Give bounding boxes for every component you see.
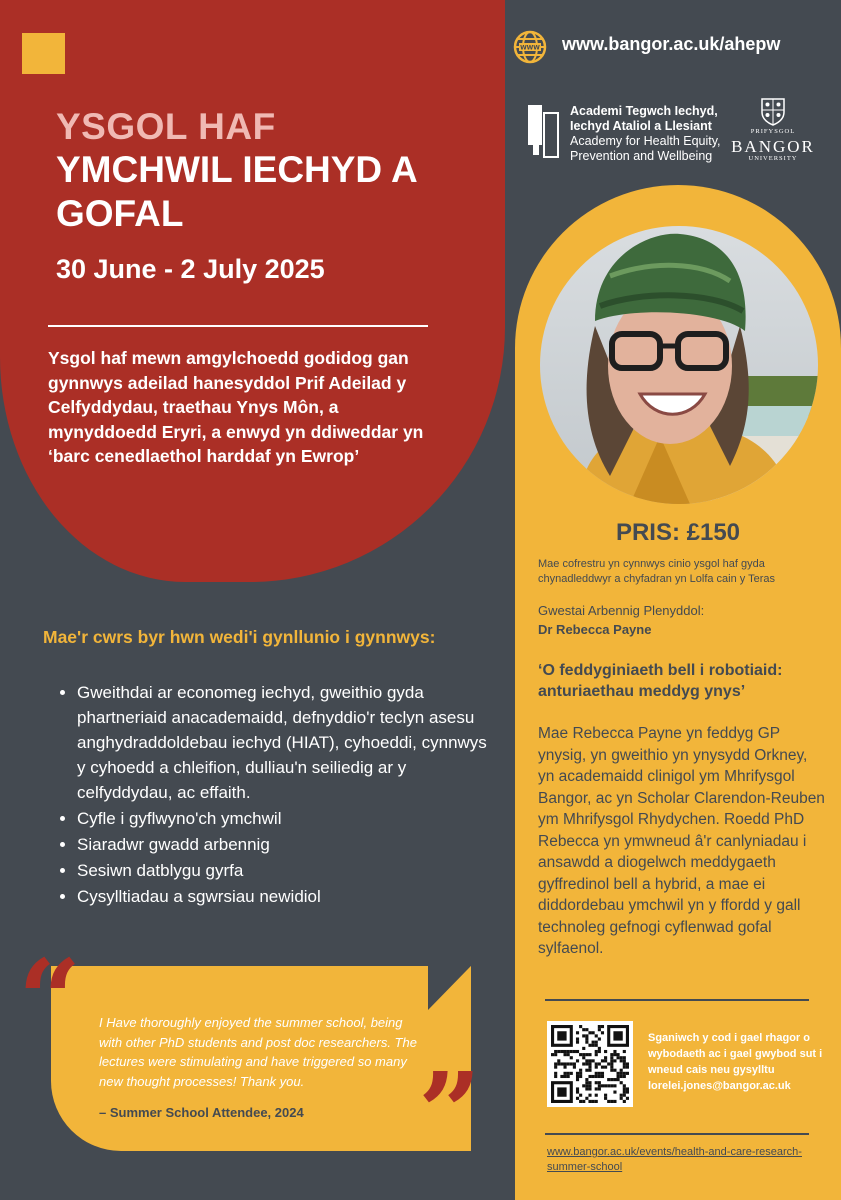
testimonial-attribution: – Summer School Attendee, 2024 bbox=[99, 1105, 304, 1120]
divider bbox=[545, 999, 809, 1001]
open-quote-icon: “ bbox=[18, 935, 82, 1064]
qr-code[interactable] bbox=[547, 1021, 633, 1107]
list-item: • Cysylltiadau a sgwrsiau newidiol bbox=[77, 884, 492, 909]
svg-text:WWW: WWW bbox=[520, 44, 540, 52]
talk-title: ‘O feddyginiaeth bell i robotiaid: anturiaethau meddyg ynys’ bbox=[538, 662, 783, 700]
speaker-photo bbox=[540, 226, 818, 504]
list-item: • Gweithdai ar economeg iechyd, gweithio gyda phartneriaid anacademaidd, defnyddio'r teclyn asesu anghydraddoldebau iechyd (HIAT), cyhoeddi, cynnwys y cyhoedd a chleifion, dulliau'n seiliedig ar y celfyddydau, ac effaith. bbox=[77, 680, 492, 805]
testimonial-quote: I Have thoroughly enjoyed the summer school, being with other PhD students and post doc researchers. The lectures were stimulating and have triggered so many new thought processes! Thank you. bbox=[99, 1015, 417, 1089]
qr-instructions: Sganiwch y cod i gael rhagor o wybodaeth ac i gael gwybod sut i wneud cais neu gysylltu lorelei.jones@bangor.ac.uk bbox=[648, 1032, 823, 1092]
list-item: • Cyfle i gyflwyno'ch ymchwil bbox=[77, 806, 492, 831]
speaker-bio: Mae Rebecca Payne yn feddyg GP ynysig, yn gweithio yn ynysydd Orkney, yn academaidd clinigol ym Mhrifysgol Bangor, ac yn Scholar Clarendon-Reuben ym Mhrifysgol Rhydychen. Roedd PhD Rebecca yn ymwneud â'r canlyniadau i ansawdd a diogelwch meddygaeth gyffredinol bell a hybrid, a mae ei diddordebau ymchwil yn y ffordd y gall technoleg gefnogi cyflenwad gofal sylfaenol. bbox=[538, 725, 825, 957]
bangor-crest-icon bbox=[758, 96, 788, 126]
intro-text: Ysgol haf mewn amgylchoedd godidog gan gynnwys adeilad hanesyddol Prif Adeilad y Celfyddydau, traethau Ynys Môn, a mynyddoedd Eryri, a enwyd yn ddiweddar yn ‘barc cenedlaethol harddaf yn Ewrop’ bbox=[48, 348, 424, 466]
guest-label: Gwestai Arbennig Plenyddol: bbox=[538, 603, 705, 618]
bangor-logo-prefix: PRIFYSGOL bbox=[750, 128, 796, 135]
course-heading: Mae'r cwrs byr hwn wedi'i gynllunio i gynnwys: bbox=[43, 627, 436, 647]
divider bbox=[48, 325, 428, 327]
hero-background bbox=[0, 0, 505, 582]
divider bbox=[545, 1133, 809, 1135]
academy-logo-icon bbox=[528, 103, 560, 159]
academy-name-welsh: Academi Tegwch Iechyd, Iechyd Ataliol a Llesiant bbox=[570, 104, 718, 133]
event-link[interactable]: www.bangor.ac.uk/events/health-and-care-research-summer-school bbox=[547, 1146, 802, 1173]
website-link[interactable]: www.bangor.ac.uk/ahepw bbox=[562, 34, 781, 54]
course-list bbox=[57, 680, 492, 910]
title-line-1: YSGOL HAF bbox=[56, 106, 276, 147]
bangor-logo-name: BANGOR bbox=[731, 137, 815, 156]
title-line-2: YMCHWIL IECHYD A GOFAL bbox=[56, 149, 417, 234]
close-quote-icon: ” bbox=[418, 1048, 482, 1177]
accent-square bbox=[22, 33, 65, 74]
guest-name: Dr Rebecca Payne bbox=[538, 622, 652, 637]
list-item: • Siaradwr gwadd arbennig bbox=[77, 832, 492, 857]
bangor-logo-suffix: UNIVERSITY bbox=[748, 155, 798, 162]
list-item: • Sesiwn datblygu gyrfa bbox=[77, 858, 492, 883]
academy-name-english: Academy for Health Equity, Prevention and Wellbeing bbox=[570, 134, 721, 163]
price-label: PRIS: £150 bbox=[615, 519, 741, 546]
globe-icon bbox=[513, 30, 547, 64]
event-dates: 30 June - 2 July 2025 bbox=[56, 254, 325, 284]
price-note: Mae cofrestru yn cynnwys cinio ysgol haf gyda chynadleddwyr a chyfadran yn Lolfa cain y Teras bbox=[538, 558, 776, 585]
